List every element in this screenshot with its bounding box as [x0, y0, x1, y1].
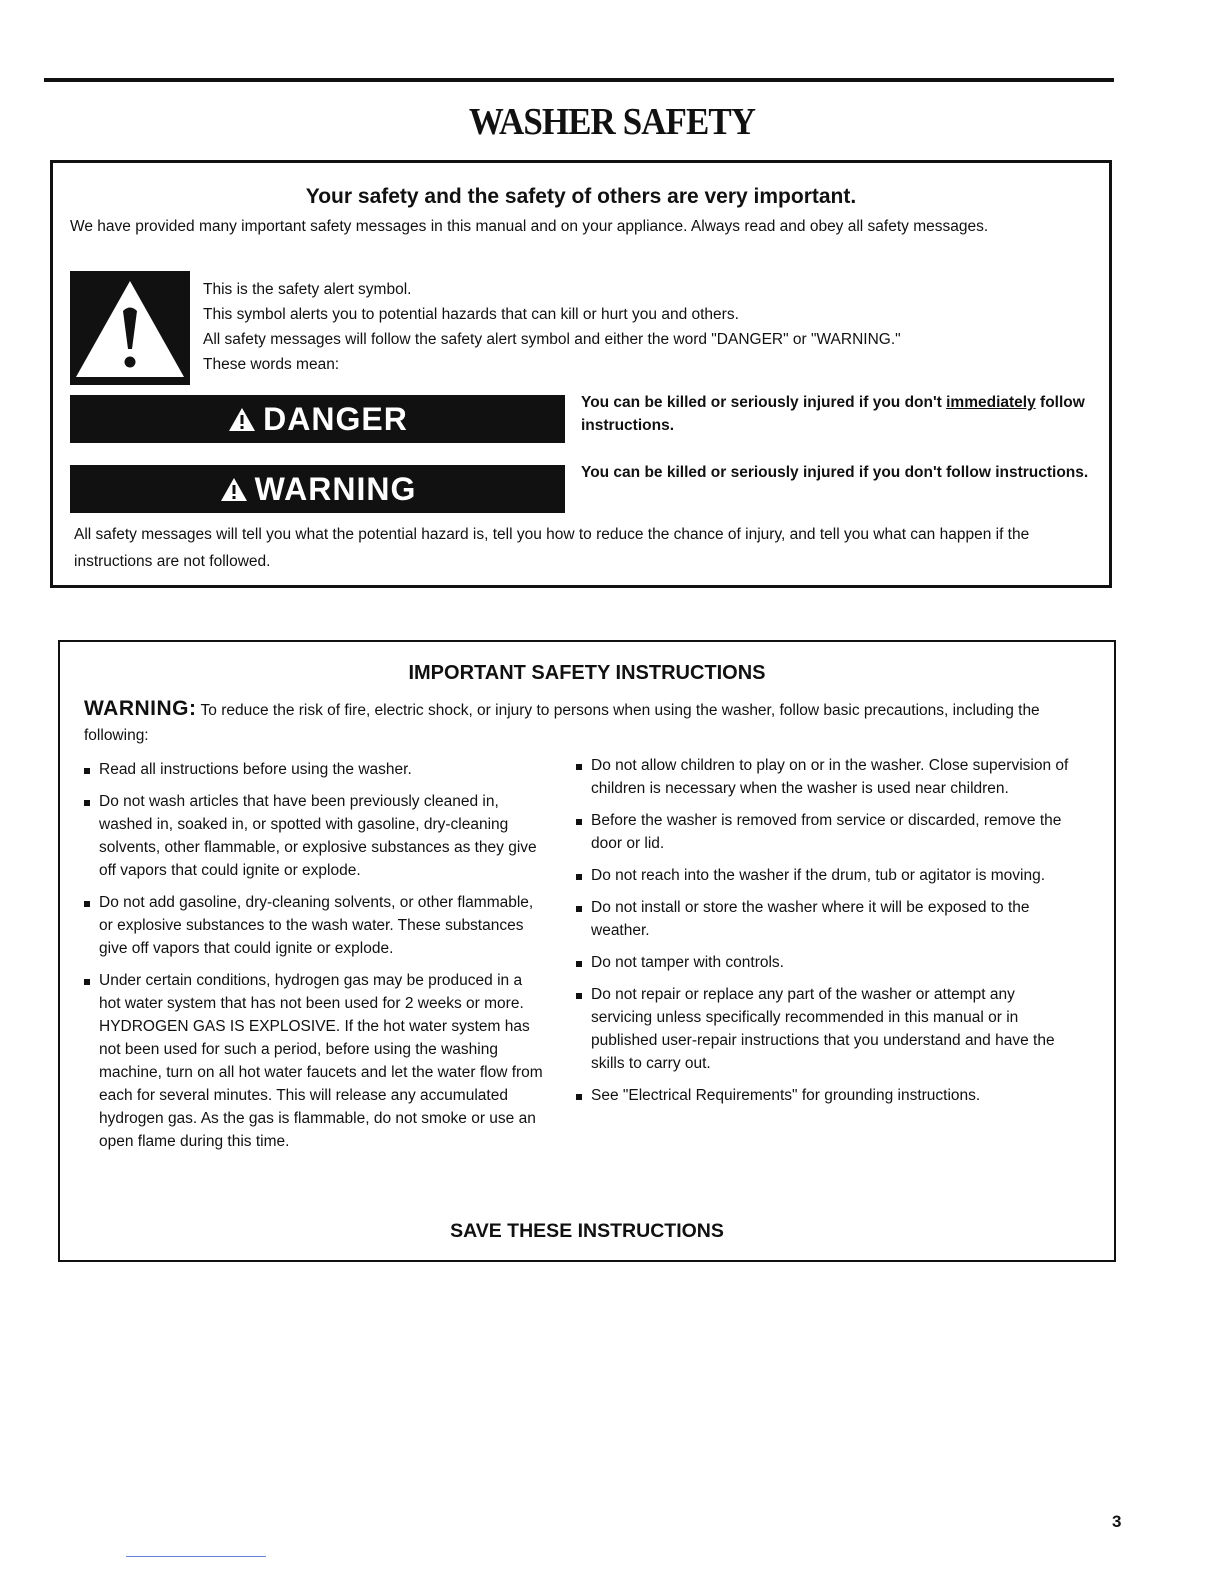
instructions-right-column — [576, 754, 1076, 1116]
save-instructions-footer: SAVE THESE INSTRUCTIONS — [450, 1220, 724, 1242]
list-item: Read all instructions before using the washer. — [84, 758, 544, 781]
instructions-heading: IMPORTANT SAFETY INSTRUCTIONS — [408, 662, 766, 684]
bullet-square-icon — [576, 896, 591, 942]
list-item: Before the washer is removed from service or discarded, remove the door or lid. — [576, 809, 1076, 855]
list-item: Do not install or store the washer where it will be exposed to the weather. — [576, 896, 1076, 942]
list-item: Do not add gasoline, dry-cleaning solvents, or other flammable, or explosive substances to the wash water. These substances give off vapors that could ignite or explode. — [84, 891, 544, 960]
bullet-square-icon — [84, 891, 99, 960]
list-item: See "Electrical Requirements" for grounding instructions. — [576, 1084, 1076, 1107]
bullet-square-icon — [84, 969, 99, 1153]
list-item: Do not allow children to play on or in the washer. Close supervision of children is necessary when the washer is used near children. — [576, 754, 1076, 800]
alert-symbol-explanation — [203, 277, 901, 377]
safety-closing-text: All safety messages will tell you what the potential hazard is, tell you how to reduce the chance of injury, and tell you what can happen if the instructions are not followed. — [74, 526, 1030, 570]
danger-text-emphasis: immediately — [946, 394, 1036, 411]
instructions-warning-text: To reduce the risk of fire, electric shock, or injury to persons when using the washer, follow basic precautions, including the following: — [84, 702, 1040, 744]
warning-banner — [70, 465, 565, 513]
bullet-square-icon — [576, 864, 591, 887]
safety-intro-text: We have provided many important safety messages in this manual and on your appliance. Always read and obey all safety messages. — [70, 218, 989, 235]
bullet-square-icon — [576, 809, 591, 855]
bottom-divider — [126, 1556, 266, 1557]
bullet-square-icon — [576, 1084, 591, 1107]
important-instructions-box — [58, 640, 1116, 1262]
alert-line: All safety messages will follow the safety alert symbol and either the word "DANGER" or "WARNING." — [203, 331, 901, 348]
bullet-square-icon — [84, 790, 99, 882]
safety-alert-icon — [70, 271, 190, 385]
danger-text-before: You can be killed or seriously injured if you don't — [581, 394, 947, 411]
instructions-left-column — [84, 758, 544, 1162]
safety-intro-box — [50, 160, 1112, 588]
danger-text-after: follow instructions. — [581, 394, 1085, 434]
list-item: Do not wash articles that have been previously cleaned in, washed in, soaked in, or spotted with gasoline, dry-cleaning solvents, other flammable, or explosive substances as they give off vapors that could ignite or explode. — [84, 790, 544, 882]
safety-headline: Your safety and the safety of others are very important. — [305, 185, 857, 208]
bullet-square-icon — [576, 951, 591, 974]
top-rule — [44, 78, 1114, 82]
danger-banner — [70, 395, 565, 443]
instructions-warning — [84, 696, 1084, 748]
alert-line: These words mean: — [203, 356, 340, 373]
warning-label: WARNING — [254, 470, 417, 507]
list-item: Do not repair or replace any part of the washer or attempt any servicing unless specifically recommended in this manual or in published user-repair instructions that you understand and have the skills to carry out. — [576, 983, 1076, 1075]
page-number: 3 — [1112, 1512, 1122, 1531]
alert-line: This symbol alerts you to potential hazards that can kill or hurt you and others. — [203, 306, 739, 323]
warning-description: You can be killed or seriously injured if you don't follow instructions. — [581, 464, 1089, 481]
bullet-square-icon — [576, 983, 591, 1075]
page-title: WASHER SAFETY — [468, 101, 756, 143]
danger-label: DANGER — [263, 400, 408, 437]
alert-line: This is the safety alert symbol. — [203, 281, 412, 298]
warning-alert-icon — [219, 476, 249, 503]
danger-description — [581, 391, 1101, 437]
list-item: Do not tamper with controls. — [576, 951, 1076, 974]
list-item: Under certain conditions, hydrogen gas may be produced in a hot water system that has not been used for 2 weeks or more. HYDROGEN GAS IS EXPLOSIVE. If the hot water system has not been used for such a period, before using the washing machine, turn on all hot water faucets and let the water flow from each for several minutes. This will release any accumulated hydrogen gas. As the gas is flammable, do not smoke or use an open flame during this time. — [84, 969, 544, 1153]
danger-alert-icon — [227, 406, 257, 433]
bullet-square-icon — [576, 754, 591, 800]
bullet-square-icon — [84, 758, 99, 781]
list-item: Do not reach into the washer if the drum, tub or agitator is moving. — [576, 864, 1076, 887]
instructions-warning-label: WARNING: — [84, 697, 197, 720]
